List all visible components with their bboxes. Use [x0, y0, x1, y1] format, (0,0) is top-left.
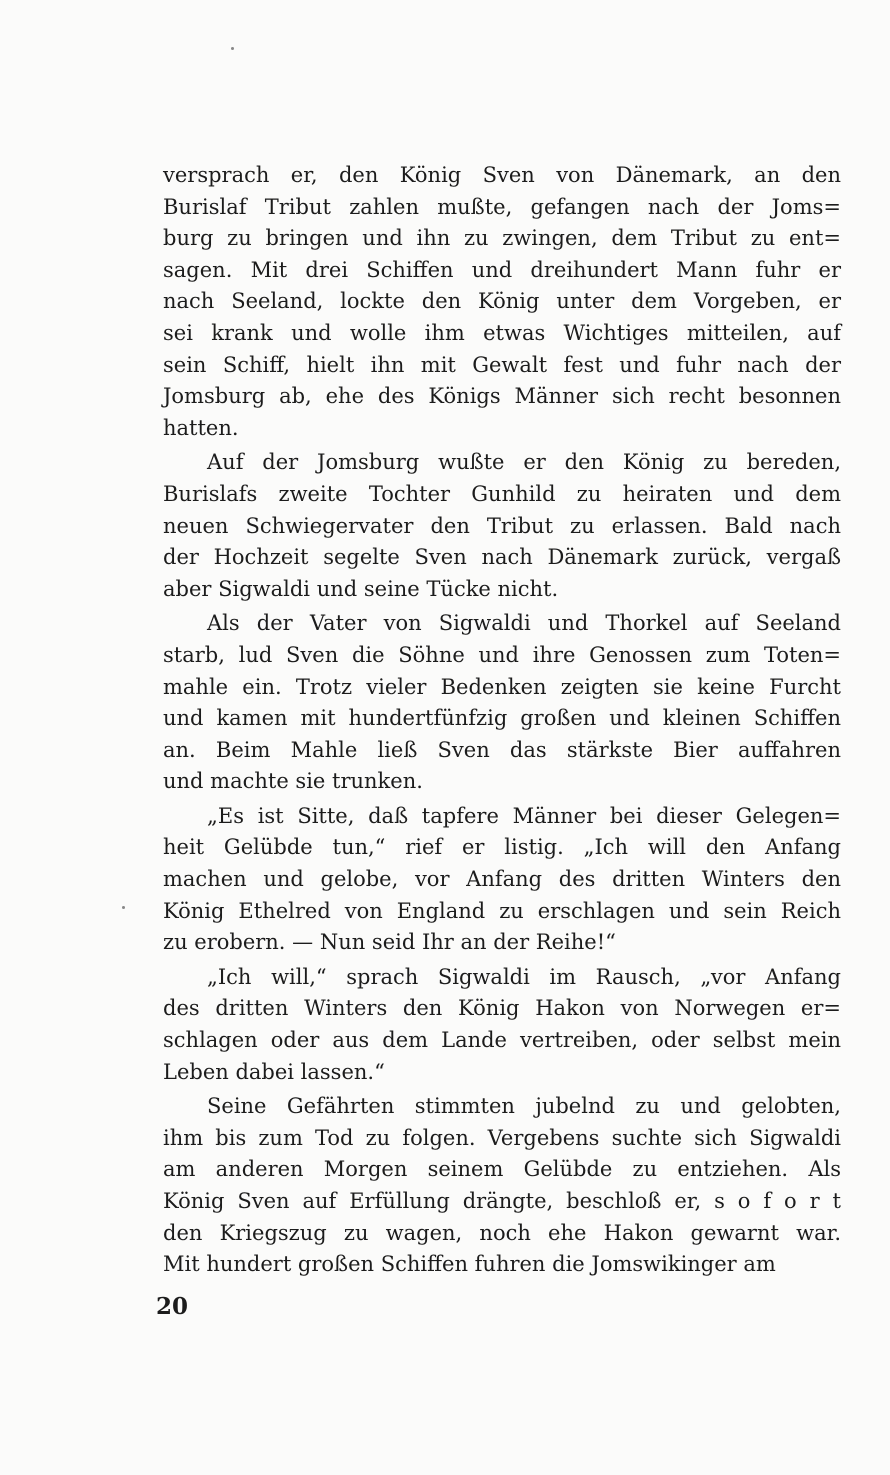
scan-speck — [122, 906, 125, 909]
text-line: am anderen Morgen seinem Gelübde zu entziehen. Als — [163, 1157, 841, 1182]
body-text — [163, 160, 841, 1281]
text-line: versprach er, den König Sven von Dänemark, an den — [163, 163, 841, 187]
text-line: „Ich will,“ sprach Sigwaldi im Rausch, „vor Anfang — [207, 964, 841, 989]
text-line: machen und gelobe, vor Anfang des dritten Winters den — [163, 867, 841, 892]
text-line: neuen Schwiegervater den Tribut zu erlassen. Bald nach — [163, 513, 841, 538]
text-line: Als der Vater von Sigwaldi und Thorkel auf Seeland — [207, 611, 841, 636]
paragraph — [163, 160, 841, 444]
text-line: sagen. Mit drei Schiffen und dreihundert Mann fuhr er — [163, 257, 841, 282]
text-line: Mit hundert großen Schiffen fuhren die Jomswikinger am — [163, 1252, 776, 1277]
scan-speck — [231, 47, 234, 50]
text-line: Seine Gefährten stimmten jubelnd zu und gelobten, — [207, 1094, 841, 1119]
text-line: den Kriegszug zu wagen, noch ehe Hakon gewarnt war. — [163, 1220, 841, 1245]
text-line: heit Gelübde tun,“ rief er listig. „Ich will den Anfang — [163, 835, 841, 860]
text-line: und kamen mit hundertfünfzig großen und kleinen Schiffen — [163, 706, 841, 731]
text-line: sein Schiff, hielt ihn mit Gewalt fest und fuhr nach der — [163, 352, 841, 377]
paragraph — [163, 801, 841, 959]
page-number: 20 — [156, 1293, 189, 1320]
paragraph — [163, 1091, 841, 1281]
text-line: Jomsburg ab, ehe des Königs Männer sich recht besonnen — [163, 384, 841, 409]
text-line: zu erobern. — Nun seid Ihr an der Reihe!“ — [163, 930, 616, 955]
text-line: starb, lud Sven die Söhne und ihre Genossen zum Toten= — [163, 642, 841, 667]
text-line: sei krank und wolle ihm etwas Wichtiges mitteilen, auf — [163, 320, 841, 345]
text-line: an. Beim Mahle ließ Sven das stärkste Bier auffahren — [163, 737, 841, 762]
text-line: „Es ist Sitte, daß tapfere Männer bei dieser Gelegen= — [207, 803, 841, 828]
text-line: ihm bis zum Tod zu folgen. Vergebens suchte sich Sigwaldi — [163, 1125, 841, 1150]
text-line: der Hochzeit segelte Sven nach Dänemark zurück, vergaß — [163, 545, 841, 570]
text-line: des dritten Winters den König Hakon von Norwegen er= — [163, 996, 841, 1021]
text-line: Leben dabei lassen.“ — [163, 1059, 385, 1084]
text-line: König Sven auf Erfüllung drängte, beschloß er, s o f o r t — [163, 1189, 841, 1213]
text-line: aber Sigwaldi und seine Tücke nicht. — [163, 576, 559, 601]
text-line: Burislaf Tribut zahlen mußte, gefangen nach der Joms= — [163, 194, 841, 219]
text-line: schlagen oder aus dem Lande vertreiben, oder selbst mein — [163, 1028, 841, 1053]
text-line: hatten. — [163, 415, 239, 440]
paragraph — [163, 608, 841, 798]
text-line: Burislafs zweite Tochter Gunhild zu heiraten und dem — [163, 481, 841, 506]
paragraph — [163, 447, 841, 605]
text-line: König Ethelred von England zu erschlagen und sein Reich — [163, 898, 841, 923]
paragraph — [163, 962, 841, 1088]
text-line: nach Seeland, lockte den König unter dem Vorgeben, er — [163, 289, 841, 314]
text-line: Auf der Jomsburg wußte er den König zu bereden, — [207, 450, 841, 475]
text-line: mahle ein. Trotz vieler Bedenken zeigten sie keine Furcht — [163, 674, 841, 699]
text-line: burg zu bringen und ihn zu zwingen, dem Tribut zu ent= — [163, 226, 841, 251]
text-line: und machte sie trunken. — [163, 769, 423, 794]
